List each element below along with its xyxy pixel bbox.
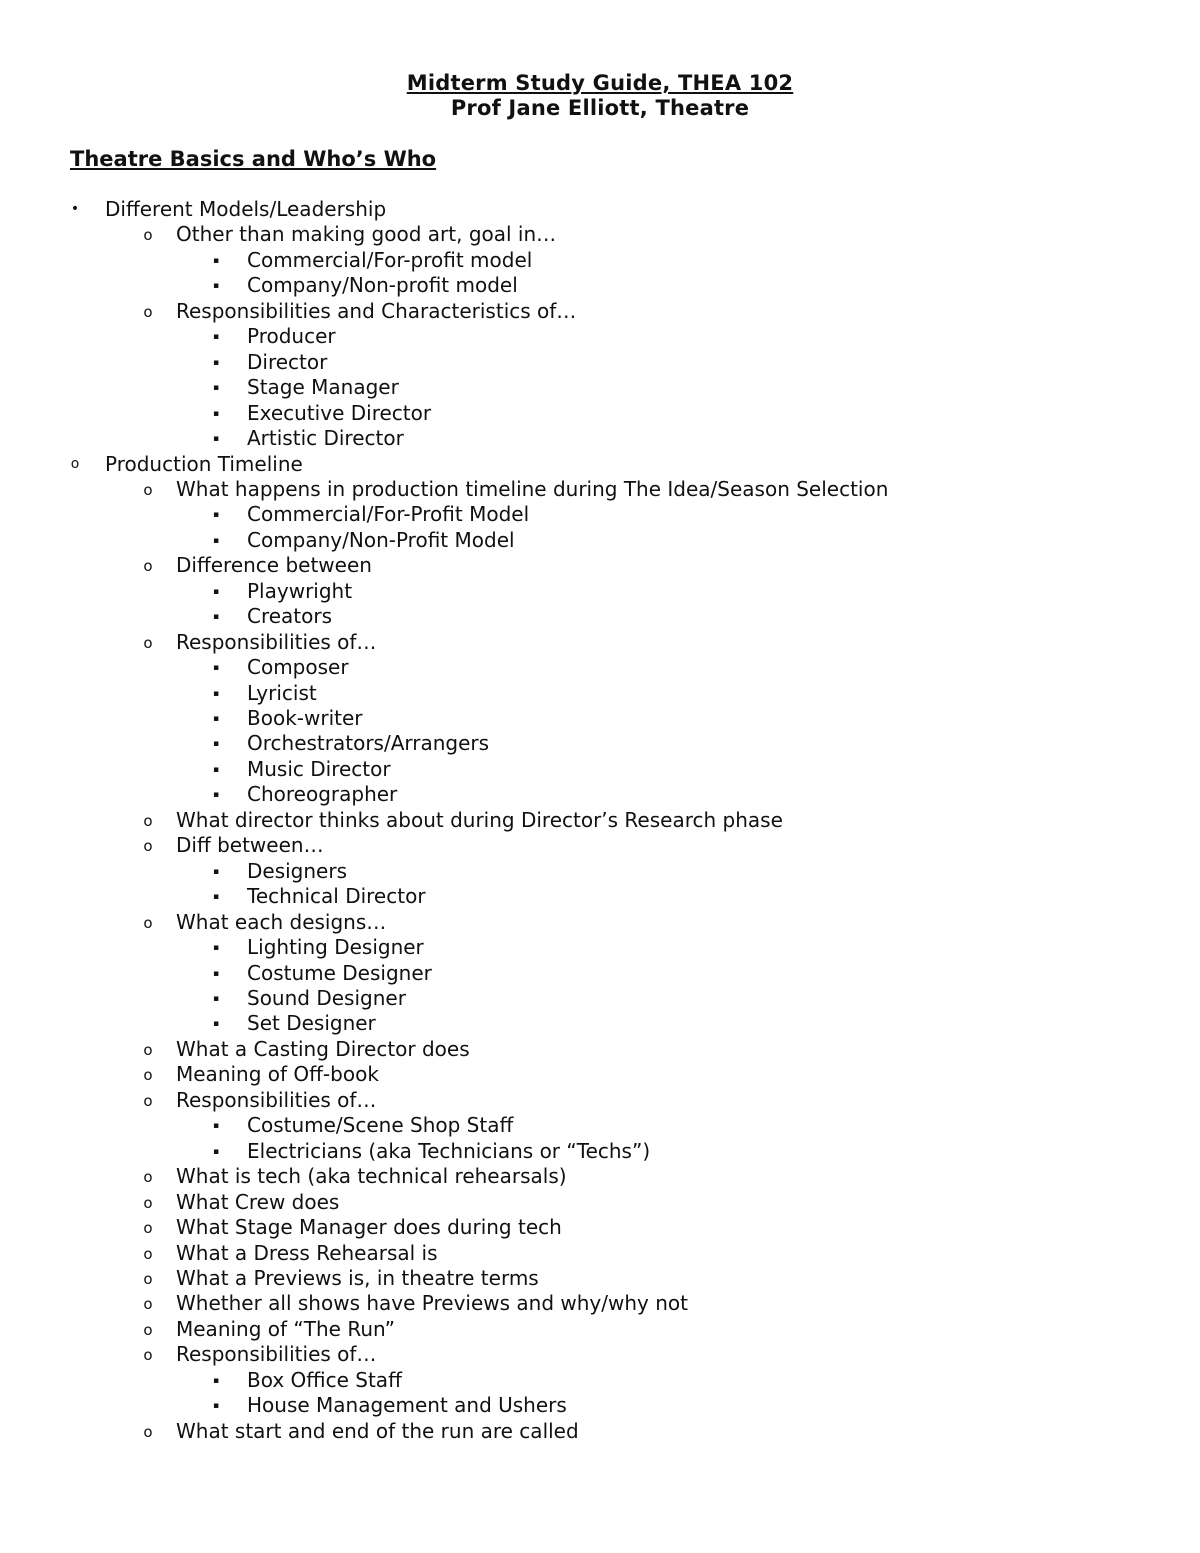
section-heading: Theatre Basics and Who’s Who [70,147,437,171]
circle-bullet-icon: o [143,1346,153,1365]
document-subtitle: Prof Jane Elliott, Theatre [450,96,750,120]
circle-bullet-icon: o [143,1295,153,1314]
outline-item-text: Meaning of Off-book [176,1062,379,1087]
square-bullet-icon: ▪ [212,943,220,953]
circle-bullet-icon: o [143,1320,153,1339]
outline-item-text: What a Dress Rehearsal is [176,1240,438,1265]
circle-bullet-icon: o [143,302,153,321]
outline-item-text: Whether all shows have Previews and why/why not [176,1291,688,1316]
circle-bullet-icon: o [143,633,153,652]
outline-item-text: Difference between [176,553,372,578]
square-bullet-icon: ▪ [212,332,220,343]
outline-item-text: Playwright [247,578,353,603]
outline-item-text: What a Previews is, in theatre terms [176,1265,539,1290]
circle-bullet-icon: o [143,1091,153,1110]
outline-item-text: Set Designer [247,1011,376,1036]
circle-bullet-icon: o [143,1244,153,1263]
square-bullet-icon: ▪ [212,612,220,623]
square-bullet-icon: ▪ [212,255,220,266]
square-bullet-icon: ▪ [212,663,220,674]
outline-item-text: Box Office Staff [247,1367,402,1392]
square-bullet-icon: ▪ [212,866,220,877]
circle-bullet-icon: o [143,1193,153,1212]
outline-item-text: Responsibilities of… [176,1342,377,1367]
square-bullet-icon: ▪ [212,1146,220,1157]
outline-item-text: What director thinks about during Director’s Research phase [176,807,783,832]
square-bullet-icon: ▪ [212,764,220,775]
square-bullet-icon: ▪ [212,1375,220,1386]
square-bullet-icon: ▪ [212,1121,220,1132]
outline-item-text: Music Director [247,756,391,781]
circle-bullet-icon: o [143,226,153,245]
circle-bullet-icon: o [143,1269,153,1288]
outline-item-text: Costume Designer [247,960,432,985]
square-bullet-icon: ▪ [212,281,220,292]
outline-item-text: What a Casting Director does [176,1036,470,1061]
square-bullet-icon: ▪ [212,510,220,521]
square-bullet-icon: ▪ [212,434,220,444]
outline-item-text: Lyricist [247,680,317,705]
outline-item-text: What happens in production timeline during The Idea/Season Selection [176,476,889,501]
circle-bullet-icon: o [143,811,153,830]
outline-item-text: Executive Director [247,400,432,425]
outline-item-text: Other than making good art, goal in… [176,222,557,247]
circle-bullet-icon: o [143,837,153,856]
outline-item-text: Producer [247,324,336,349]
document-title: Midterm Study Guide, THEA 102 [406,71,794,95]
square-bullet-icon: ▪ [212,586,220,597]
outline-item-text: Sound Designer [247,985,406,1010]
outline-item-text: Artistic Director [247,426,404,450]
square-bullet-icon: ▪ [212,790,220,801]
outline-item-text: Company/Non-profit model [247,273,518,298]
outline-item-text: Production Timeline [105,451,303,476]
outline-item-text: Creators [247,604,333,629]
outline-item-text: Meaning of “The Run” [176,1316,395,1341]
circle-bullet-icon: o [70,455,80,472]
square-bullet-icon: ▪ [212,993,220,1004]
outline-item-text: Company/Non-Profit Model [247,527,515,552]
outline-item-text: Responsibilities of… [176,629,377,654]
outline-item-text: Director [247,349,328,374]
square-bullet-icon: ▪ [212,1019,220,1030]
outline-item-text: Different Models/Leadership [105,197,387,221]
outline-item-text: House Management and Ushers [247,1393,567,1418]
outline-item-text: Book-writer [247,706,363,730]
circle-bullet-icon: o [143,480,153,499]
outline-item-text: Responsibilities of… [176,1087,377,1112]
outline-item-text: Diff between… [176,833,324,858]
square-bullet-icon: ▪ [212,1401,220,1412]
outline-item-text: Commercial/For-Profit Model [247,502,530,527]
outline-item-text: What is tech (aka technical rehearsals) [176,1164,567,1189]
circle-bullet-icon: o [143,1168,153,1187]
outline-item-text: What Crew does [176,1189,340,1214]
circle-bullet-icon: o [143,557,153,576]
outline-item-text: Stage Manager [247,375,399,400]
outline-item-text: Designers [247,858,347,883]
square-bullet-icon: ▪ [212,535,220,546]
outline-item-text: Choreographer [247,782,398,807]
disc-bullet-icon: • [70,201,80,217]
outline-item-text: Composer [247,655,349,680]
circle-bullet-icon: o [143,913,153,932]
square-bullet-icon: ▪ [212,739,220,750]
circle-bullet-icon: o [143,1219,153,1237]
outline-item-text: Electricians (aka Technicians or “Techs”) [247,1138,651,1163]
circle-bullet-icon: o [143,1040,153,1059]
square-bullet-icon: ▪ [212,357,220,368]
square-bullet-icon: ▪ [212,968,220,979]
circle-bullet-icon: o [143,1066,153,1085]
outline-item-text: Orchestrators/Arrangers [247,731,490,756]
square-bullet-icon: ▪ [212,408,220,419]
outline-item-text: Commercial/For-profit model [247,247,533,272]
outline-item-text: Lighting Designer [247,935,424,959]
square-bullet-icon: ▪ [212,383,220,394]
circle-bullet-icon: o [143,1422,153,1441]
square-bullet-icon: ▪ [212,688,220,699]
outline-item-text: What start and end of the run are called [176,1418,579,1443]
square-bullet-icon: ▪ [212,892,220,903]
outline-item-text: Technical Director [247,884,426,909]
outline-item-text: What Stage Manager does during tech [176,1215,562,1239]
outline-item-text: Responsibilities and Characteristics of… [176,298,577,323]
outline-item-text: What each designs… [176,909,387,934]
outline-item-text: Costume/Scene Shop Staff [247,1113,514,1138]
square-bullet-icon: ▪ [212,714,220,724]
